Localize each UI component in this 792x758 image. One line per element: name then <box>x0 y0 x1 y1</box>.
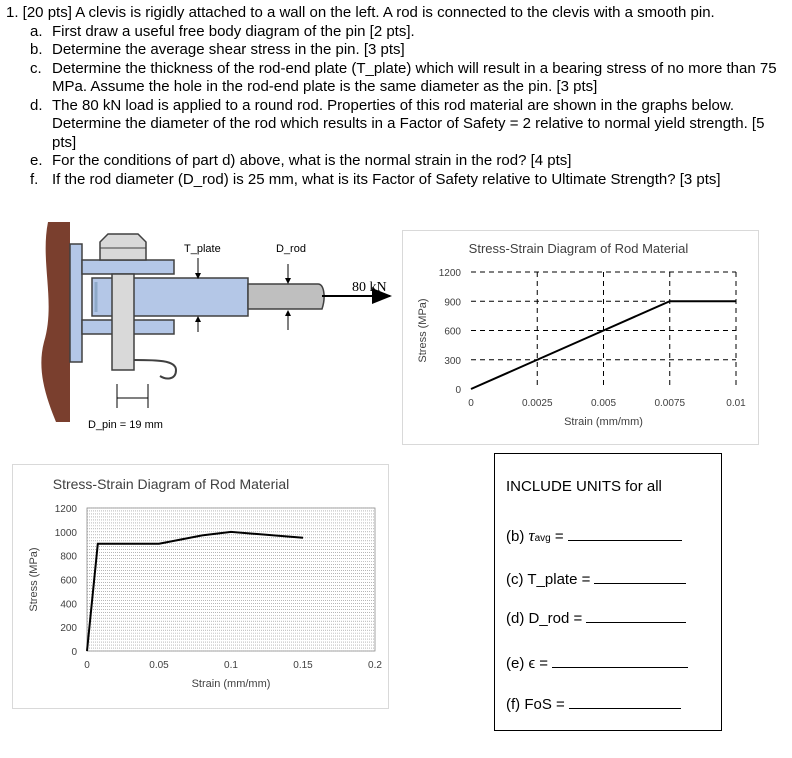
x-tick-label: 0.2 <box>368 660 382 671</box>
clevis-figure <box>26 222 396 444</box>
answer-blank-b[interactable] <box>568 526 682 541</box>
load-label: 80 kN <box>352 280 387 295</box>
answer-row-b: (b) τavg = <box>506 526 682 546</box>
x-tick-label: 0 <box>468 398 474 409</box>
y-tick-label: 900 <box>444 297 461 309</box>
y-tick-label: 200 <box>60 623 77 635</box>
problem-part-b: b. Determine the average shear stress in the pin. [3 pts] <box>30 41 405 58</box>
problem-part-a: a. First draw a useful free body diagram of the pin [2 pts]. <box>30 22 415 40</box>
answer-blank-f[interactable] <box>569 694 681 709</box>
problem-statement <box>6 4 786 189</box>
x-tick-label: 0.01 <box>726 398 746 409</box>
y-tick-label: 1200 <box>54 504 77 515</box>
chart-title: Stress-Strain Diagram of Rod Material <box>468 241 689 256</box>
problem-header: 1. [20 pts] A clevis is rigidly attached to a wall on the left. A rod is connected to the clevis with a smooth pin. <box>6 4 715 21</box>
y-tick-label: 800 <box>60 551 77 563</box>
x-tick-label: 0.05 <box>149 660 169 671</box>
chart-1-svg <box>403 231 758 444</box>
chart-2-svg <box>13 465 388 708</box>
y-axis-label: Stress (MPa) <box>417 298 429 363</box>
stress-strain-chart-full <box>12 464 389 709</box>
tau-symbol: τ <box>528 526 535 545</box>
problem-part-e: e. For the conditions of part d) above, what is the normal strain in the rod? [4 pts] <box>30 152 572 169</box>
x-tick-label: 0.0075 <box>654 398 686 409</box>
stress-strain-chart-small-strain <box>402 230 759 445</box>
problem-parts-list <box>6 23 786 190</box>
y-tick-label: 0 <box>455 385 461 396</box>
x-axis-label: Strain (mm/mm) <box>564 416 643 428</box>
y-tick-label: 400 <box>60 599 77 611</box>
answer-row-d: (d) D_rod = <box>506 608 686 627</box>
problem-part-d: d. The 80 kN load is applied to a round rod. Properties of this rod material are shown in the graphs below. Determine the diameter of the rod which results in a Factor of Safety = 2 relative to normal yield strength. [5 pts] <box>30 96 765 151</box>
cotter-pin <box>134 360 176 378</box>
answer-row-f: (f) FoS = <box>506 694 681 713</box>
x-tick-label: 0.005 <box>590 398 617 409</box>
y-tick-label: 1200 <box>438 268 461 279</box>
problem-part-f: f. If the rod diameter (D_rod) is 25 mm, what is its Factor of Safety relative to Ultimate Strength? [3 pts] <box>30 170 721 188</box>
clevis-drawing <box>26 222 396 444</box>
answer-box <box>494 453 722 731</box>
y-tick-label: 300 <box>444 355 461 367</box>
y-axis-label: Stress (MPa) <box>28 547 40 612</box>
problem-part-c: c. Determine the thickness of the rod-end plate (T_plate) which will result in a bearing stress of no more than 75 MPa. Assume the hole in the rod-end plate is the same diameter as the pin. [3 pts] <box>30 59 777 95</box>
y-tick-label: 0 <box>71 647 77 658</box>
wall <box>41 222 70 422</box>
answer-row-c: (c) T_plate = <box>506 569 686 588</box>
x-tick-label: 0.0025 <box>521 398 553 409</box>
x-axis-label: Strain (mm/mm) <box>191 678 271 690</box>
round-rod <box>248 284 324 309</box>
d-rod-label: D_rod <box>276 243 306 255</box>
y-tick-label: 600 <box>60 575 77 587</box>
chart-title: Stress-Strain Diagram of Rod Material <box>52 476 290 492</box>
answer-blank-e[interactable] <box>552 653 688 668</box>
d-pin-label: D_pin = 19 mm <box>88 419 163 431</box>
clevis-base-plate <box>70 244 82 362</box>
t-plate-label: T_plate <box>184 243 221 255</box>
x-tick-label: 0 <box>84 660 90 671</box>
y-tick-label: 1000 <box>54 527 77 539</box>
x-tick-label: 0.15 <box>293 660 313 671</box>
pin-head <box>100 234 146 260</box>
clevis-upper-arm <box>82 260 174 274</box>
answer-blank-d[interactable] <box>586 608 686 623</box>
y-tick-label: 600 <box>444 326 461 338</box>
x-tick-label: 0.1 <box>224 660 238 671</box>
answer-box-title: INCLUDE UNITS for all <box>506 478 662 495</box>
pin-shank <box>112 274 134 370</box>
answer-row-e: (e) ϵ = <box>506 653 688 672</box>
answer-blank-c[interactable] <box>594 569 686 584</box>
